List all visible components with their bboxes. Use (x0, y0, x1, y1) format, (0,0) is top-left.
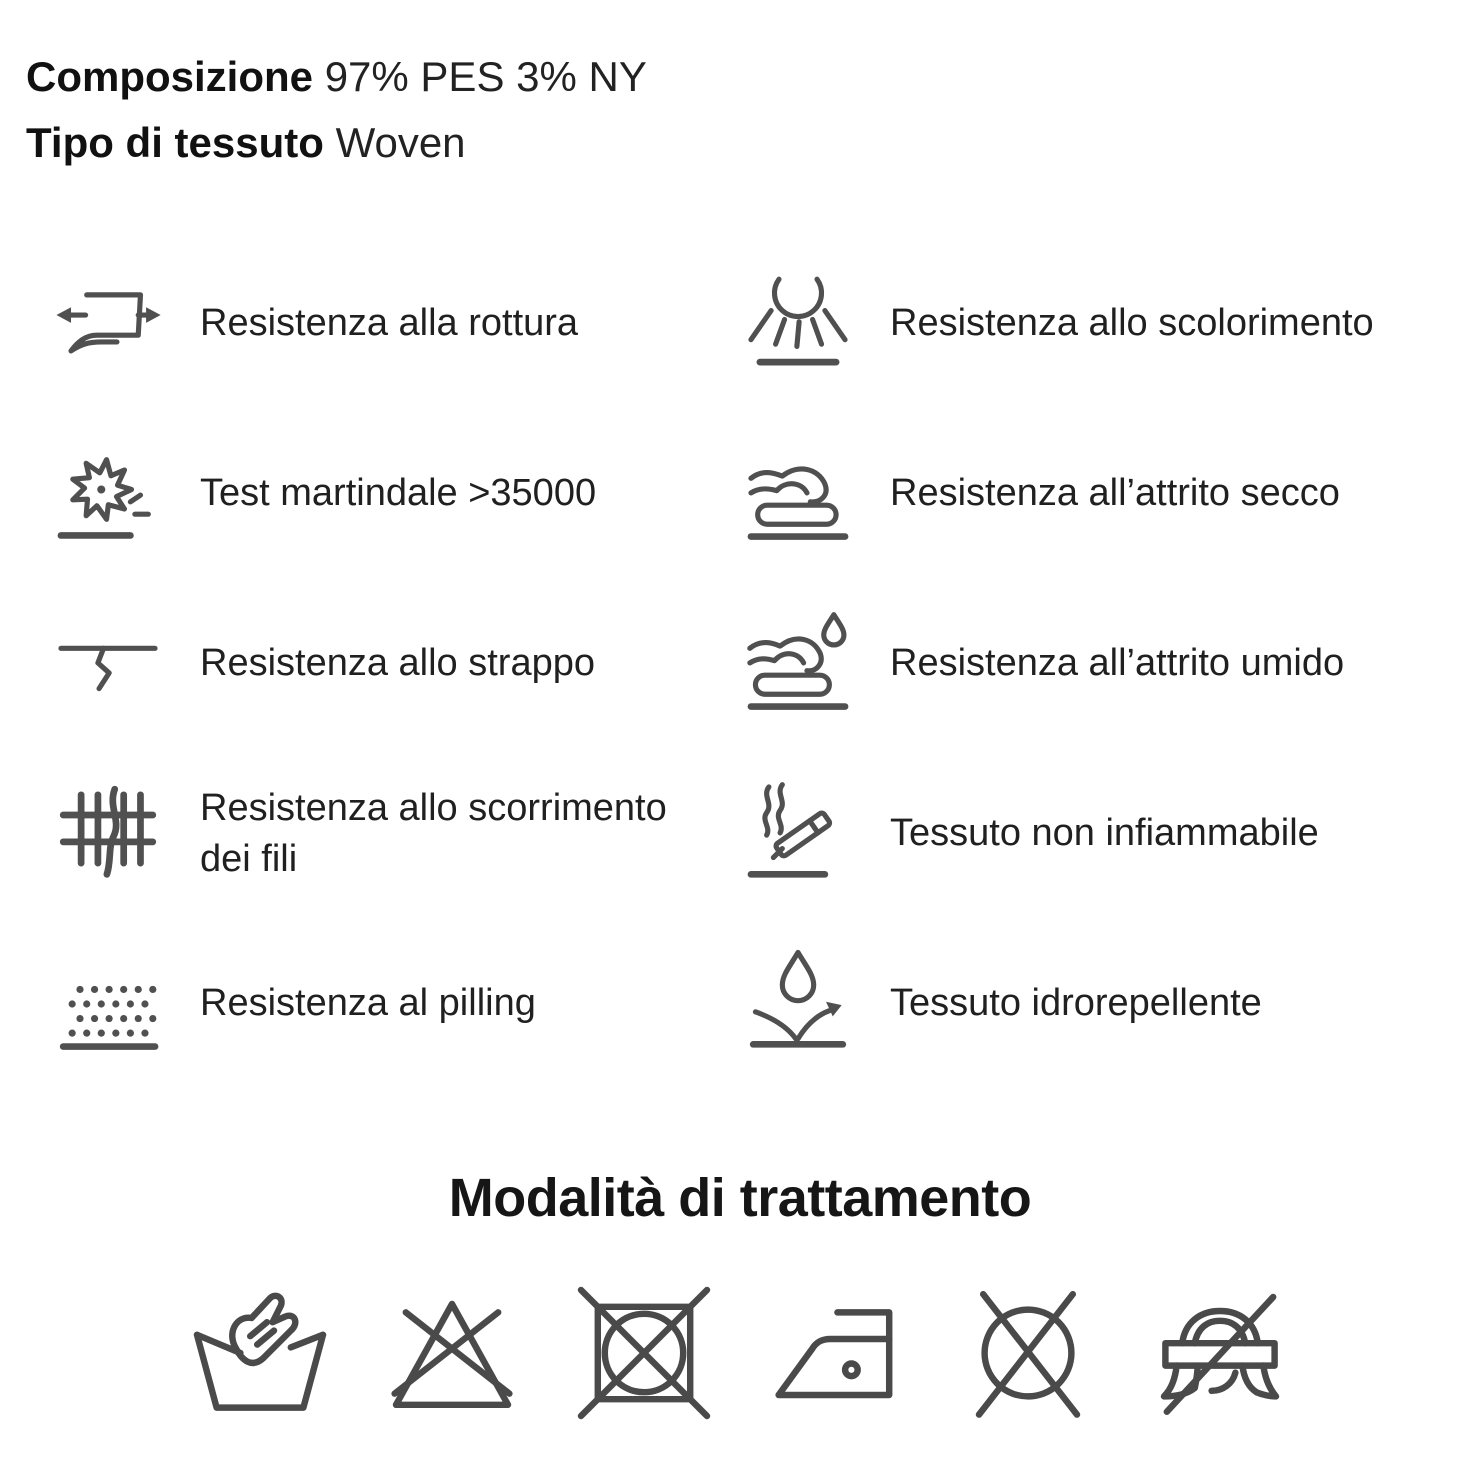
fabric-type-label: Tipo di tessuto (26, 118, 324, 166)
pilling-resistance-icon (52, 948, 164, 1060)
feature-label: Resistenza all’attrito secco (890, 472, 1340, 515)
tear-resistance-icon (52, 608, 164, 720)
wet-rub-resistance-icon (742, 608, 854, 720)
feature-label: Resistenza all’attrito umido (890, 642, 1345, 685)
feature-label: Resistenza alla rottura (200, 302, 579, 345)
composition-line (26, 44, 1480, 110)
feature-row (52, 919, 742, 1089)
fabric-type-line (26, 110, 1480, 176)
feature-column-left (52, 239, 742, 1089)
do-not-bleach-icon (382, 1283, 522, 1423)
feature-label: Resistenza allo scorrimento dei fili (200, 786, 667, 881)
feature-row (52, 579, 742, 749)
fabric-spec-header (0, 0, 1480, 175)
seam-slippage-icon (52, 778, 164, 890)
iron-low-temperature-icon (766, 1283, 906, 1423)
feature-row (52, 409, 742, 579)
feature-label: Resistenza allo scolorimento (890, 302, 1374, 345)
feature-row (742, 919, 1480, 1089)
do-not-dry-clean-icon (958, 1283, 1098, 1423)
feature-row (52, 239, 742, 409)
composition-label: Composizione (26, 53, 314, 100)
feature-label: Tessuto non infiammabile (890, 812, 1319, 855)
feature-row (742, 749, 1480, 919)
hand-wash-icon (190, 1283, 330, 1423)
composition-value: 97% PES 3% NY (324, 53, 647, 100)
do-not-wring-icon (1150, 1283, 1290, 1423)
feature-label: Test martindale >35000 (200, 472, 597, 515)
feature-row (52, 749, 742, 919)
non-flammable-icon (742, 778, 854, 890)
dry-rub-resistance-icon (742, 438, 854, 550)
colorfastness-light-icon (742, 268, 854, 380)
feature-row (742, 239, 1480, 409)
feature-label: Resistenza al pilling (200, 982, 536, 1025)
feature-list (0, 175, 1480, 1089)
martindale-abrasion-icon (52, 438, 164, 550)
feature-column-right (742, 239, 1480, 1089)
feature-label: Tessuto idrorepellente (890, 982, 1262, 1025)
care-symbols-row (0, 1283, 1480, 1423)
feature-label: Resistenza allo strappo (200, 642, 595, 685)
treatment-title: Modalità di trattamento (448, 1168, 1032, 1229)
feature-row (742, 409, 1480, 579)
feature-row (742, 579, 1480, 749)
water-repellent-icon (742, 948, 854, 1060)
do-not-tumble-dry-icon (574, 1283, 714, 1423)
tensile-strength-icon (52, 268, 164, 380)
fabric-type-value: Woven (335, 118, 466, 166)
